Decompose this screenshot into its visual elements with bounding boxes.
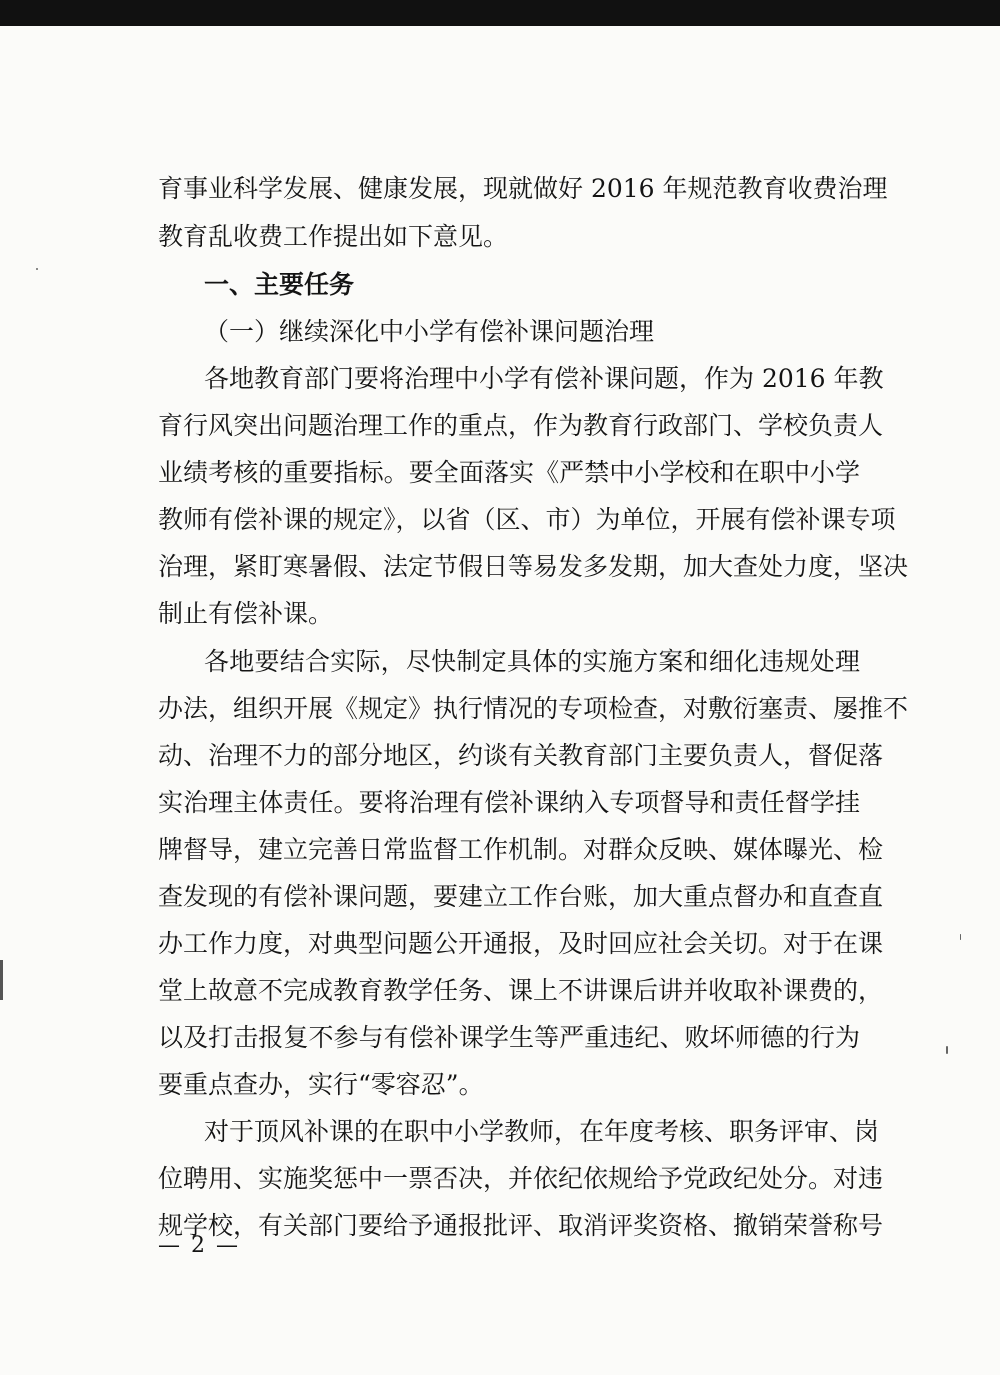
para3-line-2: 位聘用、实施奖惩中一票否决，并依纪依规给予党政纪处分。对违: [158, 1164, 884, 1193]
para2-line-3: 动、治理不力的部分地区，约谈有关教育部门主要负责人，督促落: [158, 741, 884, 770]
scan-speck: [960, 934, 961, 940]
para1-line-5: 治理，紧盯寒暑假、法定节假日等易发多发期，加大查处力度，坚决: [158, 552, 909, 581]
para2-line-4: 实治理主体责任。要将治理有偿补课纳入专项督导和责任督学挂: [158, 788, 860, 817]
para2-line-7: 办工作力度，对典型问题公开通报，及时回应社会关切。对于在课: [158, 929, 884, 958]
para2-line-6: 查发现的有偿补课问题，要建立工作台账，加大重点督办和直查直: [158, 882, 884, 911]
intro-line-2: 教育乱收费工作提出如下意见。: [158, 222, 509, 251]
para3-line-1: 对于顶风补课的在职中小学教师，在年度考核、职务评审、岗: [204, 1117, 880, 1146]
para2-line-5: 牌督导，建立完善日常监督工作机制。对群众反映、媒体曝光、检: [158, 835, 884, 864]
para1-line-6: 制止有偿补课。: [158, 599, 334, 628]
para3-line-3: 规学校，有关部门要给予通报批评、取消评奖资格、撤销荣誉称号: [158, 1211, 884, 1240]
scan-speck: [946, 1046, 948, 1054]
para2-line-1: 各地要结合实际，尽快制定具体的实施方案和细化违规处理: [204, 647, 860, 676]
para1-line-2: 育行风突出问题治理工作的重点，作为教育行政部门、学校负责人: [158, 411, 884, 440]
page-number: — 2 —: [158, 1233, 240, 1258]
para1-line-1: 各地教育部门要将治理中小学有偿补课问题，作为 2016 年教: [204, 364, 884, 393]
para2-line-8: 堂上故意不完成教育教学任务、课上不讲课后讲并收取补课费的，: [158, 976, 884, 1005]
scan-speck: [36, 268, 38, 270]
subsection-heading: （一）继续深化中小学有偿补课问题治理: [204, 317, 655, 346]
scan-top-border: [0, 0, 1000, 26]
scan-edge-mark: [0, 960, 3, 1000]
intro-line-1: 育事业科学发展、健康发展，现就做好 2016 年规范教育收费治理: [158, 174, 888, 203]
para2-line-2: 办法，组织开展《规定》执行情况的专项检查，对敷衍塞责、屡推不: [158, 694, 909, 723]
para2-line-10: 要重点查办，实行“零容忍”。: [158, 1070, 484, 1099]
para2-line-9: 以及打击报复不参与有偿补课学生等严重违纪、败坏师德的行为: [158, 1023, 860, 1052]
section-heading: 一、主要任务: [204, 270, 355, 299]
para1-line-3: 业绩考核的重要指标。要全面落实《严禁中小学校和在职中小学: [158, 458, 860, 487]
para1-line-4: 教师有偿补课的规定》，以省（区、市）为单位，开展有偿补课专项: [158, 505, 896, 534]
